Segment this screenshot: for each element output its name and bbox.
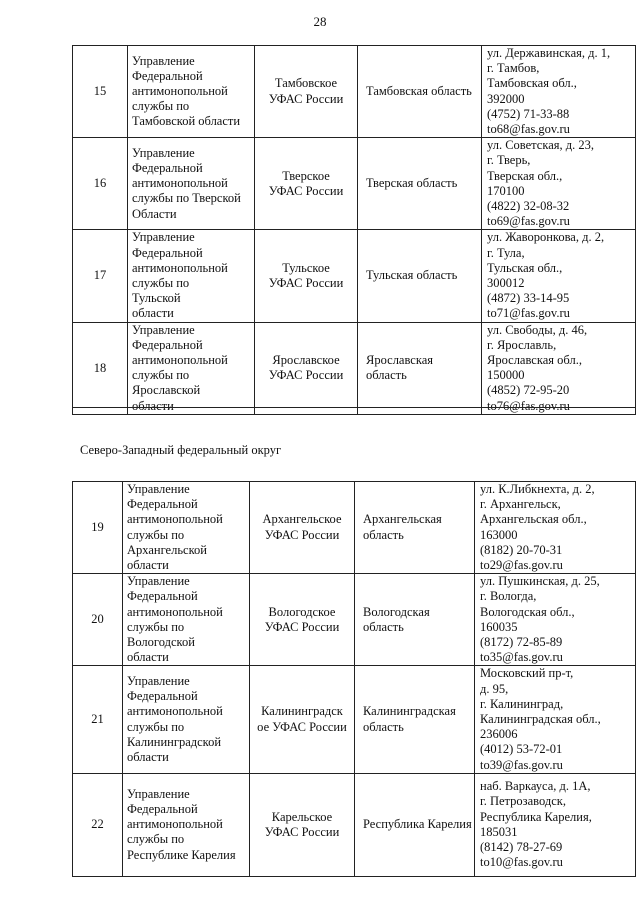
address-cell [482,138,636,230]
office-name-line: Федеральной [132,161,203,176]
office-name-line: Федеральной [132,337,203,352]
address-line: г. Вологда, [480,589,537,604]
row-number-cell: 21 [73,666,123,773]
table-row [73,666,636,773]
address-line: ул. Державинская, д. 1, [487,46,611,60]
office-name-line: Вологодской [127,635,195,650]
address-line: (4872) 33-14-95 [487,291,570,306]
address-line: г. Тамбов, [487,61,540,76]
address-line: Тамбовская обл., [487,76,577,91]
office-name-line: антимонопольной [132,84,228,98]
ufas-short-name-line: Архангельское [262,512,342,527]
ufas-short-name-cell [255,46,358,138]
office-name-line: Федеральной [132,245,203,260]
office-name-line: антимонопольной [132,353,228,368]
address-line: (4012) 53-72-01 [480,742,563,757]
address-cell [482,230,636,322]
office-name-cell [128,138,255,230]
office-name-line: антимонопольной [127,704,223,719]
office-name-line: Архангельской [127,542,207,557]
office-name-line: службы по [127,832,185,847]
office-name-cell [123,482,250,574]
row-number-cell: 17 [73,230,128,322]
office-name-line: Управление [127,674,190,689]
office-name-line: области [132,306,174,321]
address-line: д. 95, [480,681,509,696]
office-name-line: службы по [132,99,190,114]
region-line: область [363,619,404,634]
ufas-short-name-line: Тверское [282,168,330,183]
address-line: г. Петрозаводск, [480,794,566,809]
office-name-line: Управление [132,145,195,160]
address-cell [482,46,636,138]
address-line: наб. Варкауса, д. 1А, [480,779,591,794]
region-line: Вологодская [363,604,430,619]
ufas-short-name-line: УФАС России [268,91,344,106]
region-line: Архангельская [363,512,442,527]
address-cell [482,322,636,414]
table-row [73,46,636,138]
address-cell [475,574,636,666]
address-line: ул. Пушкинская, д. 25, [480,574,600,589]
address-line: to10@fas.gov.ru [480,855,563,870]
address-line: г. Ярославль, [487,337,557,352]
row-number-cell: 15 [73,46,128,138]
table-body [73,46,636,415]
table-row [73,230,636,322]
office-name-line: Федеральной [127,689,198,704]
office-name-line: антимонопольной [132,260,228,275]
ufas-short-name-line: Тульское [282,260,330,275]
address-line: 170100 [487,183,525,198]
address-cell [475,482,636,574]
ufas-short-name-cell [250,482,355,574]
region-cell [358,230,482,322]
address-line: 160035 [480,619,518,634]
ufas-short-name-cell [255,230,358,322]
address-line: to39@fas.gov.ru [480,757,563,772]
address-line: Тульская обл., [487,260,563,275]
row-number-cell: 20 [73,574,123,666]
region-line: область [366,368,407,383]
address-line: to29@fas.gov.ru [480,558,563,573]
region-line: Тамбовская область [366,84,472,98]
office-name-cell [128,46,255,138]
page-number: 28 [313,14,327,29]
address-line: 150000 [487,368,525,383]
address-line: to35@fas.gov.ru [480,650,563,665]
address-line: 185031 [480,824,518,839]
ufas-short-name-cell [250,574,355,666]
address-line: ул. К.Либкнехта, д. 2, [480,482,595,496]
address-line: Калининградская обл., [480,712,601,727]
ufas-short-name-cell [255,322,358,414]
region-cell [355,482,475,574]
ufas-short-name-line: ое УФАС России [257,719,347,734]
office-name-cell [123,574,250,666]
office-name-line: службы по [132,276,190,291]
office-name-line: Управление [127,482,190,496]
office-name-line: Калининградской [127,734,222,749]
address-line: (4822) 32-08-32 [487,199,570,214]
region-cell [358,138,482,230]
address-line: (4852) 72-95-20 [487,383,570,398]
ufas-short-name-line: УФАС России [268,368,344,383]
region-cell [355,574,475,666]
row-number-cell: 22 [73,773,123,876]
office-name-line: Области [132,206,177,221]
office-name-cell [123,666,250,773]
address-line: ул. Советская, д. 23, [487,138,594,153]
ufas-short-name-line: Ярославское [272,353,340,368]
ufas-short-name-line: УФАС России [268,276,344,291]
region-line: Тверская область [366,176,458,191]
table-row [73,574,636,666]
office-name-line: Республике Карелия [127,847,236,862]
office-name-cell [128,230,255,322]
office-name-line: Федеральной [132,68,203,83]
offices-table-northwest [72,481,636,877]
address-line: Архангельская обл., [480,512,587,527]
office-name-line: Ярославской [132,383,201,398]
address-line: Московский пр-т, [480,666,574,681]
ufas-short-name-line: Тамбовское [274,76,338,91]
address-line: 300012 [487,276,525,291]
divider [72,407,635,408]
region-cell [355,666,475,773]
office-name-line: Управление [132,53,195,68]
ufas-short-name-line: УФАС России [264,824,340,839]
office-name-line: Федеральной [127,497,198,512]
address-line: (8182) 20-70-31 [480,542,563,557]
address-line: (8142) 78-27-69 [480,840,563,855]
office-name-line: Федеральной [127,589,198,604]
ufas-short-name-line: УФАС России [268,183,344,198]
office-name-line: Тульской [132,291,181,306]
address-line: 392000 [487,91,525,106]
address-line: г. Тверь, [487,153,531,168]
address-line: Республика Карелия, [480,809,592,824]
address-line: Ярославская обл., [487,353,582,368]
address-line: to76@fas.gov.ru [487,398,570,413]
table-row [73,482,636,574]
region-line: Тульская область [366,268,458,283]
office-name-line: области [132,398,174,413]
federal-district-label: Северо-Западный федеральный округ [80,443,282,457]
region-cell [355,773,475,876]
office-name-cell [128,322,255,414]
region-cell [358,322,482,414]
office-name-line: службы по [127,719,185,734]
address-cell [475,666,636,773]
address-line: to69@fas.gov.ru [487,214,570,229]
address-line: ул. Свободы, д. 46, [487,322,588,337]
office-name-cell [123,773,250,876]
region-line: область [363,527,404,542]
office-name-line: антимонопольной [127,604,223,619]
ufas-short-name-line: Вологодское [268,604,336,619]
row-number-cell: 19 [73,482,123,574]
ufas-short-name-line: УФАС России [264,527,340,542]
table-body [73,482,636,877]
ufas-short-name-line: УФАС России [264,619,340,634]
address-line: 236006 [480,727,518,742]
ufas-short-name-cell [250,773,355,876]
row-number-cell: 18 [73,322,128,414]
office-name-line: антимонопольной [132,176,228,191]
office-name-line: службы по [127,619,185,634]
ufas-short-name-line: Карельское [271,809,333,824]
office-name-line: службы по Тверской [132,191,241,206]
address-line: to68@fas.gov.ru [487,122,570,137]
address-line: Тверская обл., [487,168,563,183]
office-name-line: Управление [132,230,195,245]
offices-table-central [72,45,636,415]
row-number-cell: 16 [73,138,128,230]
office-name-line: Федеральной [127,802,198,817]
office-name-line: Управление [127,574,190,589]
address-cell [475,773,636,876]
office-name-line: области [127,650,169,665]
office-name-line: службы по [132,368,190,383]
office-name-line: антимонопольной [127,512,223,527]
address-line: ул. Жаворонкова, д. 2, [487,230,605,245]
ufas-short-name-cell [250,666,355,773]
office-name-line: Управление [132,322,195,337]
office-name-line: службы по [127,527,185,542]
address-line: (4752) 71-33-88 [487,106,570,121]
region-line: Калининградская [363,704,456,719]
office-name-line: антимонопольной [127,817,223,832]
table-row [73,138,636,230]
address-line: г. Тула, [487,245,525,260]
office-name-line: Тамбовской области [132,114,241,129]
address-line: г. Калининград, [480,696,564,711]
ufas-short-name-cell [255,138,358,230]
office-name-line: области [127,558,169,573]
region-line: Ярославская [366,353,434,368]
region-cell [358,46,482,138]
address-line: (8172) 72-85-89 [480,635,563,650]
office-name-line: области [127,750,169,765]
address-line: г. Архангельск, [480,497,561,512]
ufas-short-name-line: Калининградск [261,704,343,719]
address-line: to71@fas.gov.ru [487,306,570,321]
address-line: 163000 [480,527,518,542]
office-name-line: Управление [127,786,190,801]
region-line: Республика Карелия [363,817,472,832]
table-row [73,322,636,414]
table-row [73,773,636,876]
address-line: Вологодская обл., [480,604,575,619]
federal-district-row [72,407,635,481]
region-line: область [363,719,404,734]
